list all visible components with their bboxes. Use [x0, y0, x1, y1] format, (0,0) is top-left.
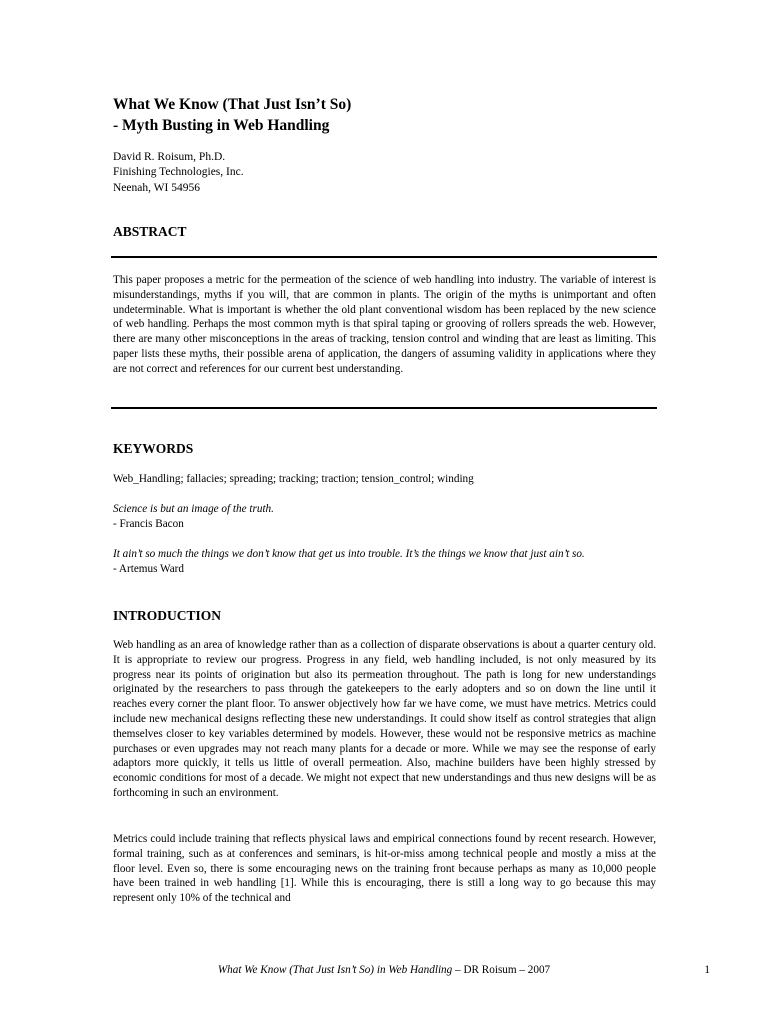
page-footer: [0, 963, 768, 978]
introduction-paragraph-2: Metrics could include training that reflects physical laws and empirical connections found by recent research. However, formal training, such as at conferences and seminars, is hit-or-miss among technical people and mostly a miss at the floor level. Even so, there is some encouraging news on the training front because perhaps as many as 10,000 people have been trained in web handling [1]. While this is encouraging, there is still a long way to go because this may represent only 10% of the technical and: [113, 833, 656, 905]
quote-1-text: Science is but an image of the truth.: [113, 503, 274, 515]
author-name: David R. Roisum, Ph.D.: [113, 151, 226, 163]
abstract-top-rule: [111, 256, 657, 258]
abstract-bottom-rule: [111, 407, 657, 409]
title-line-1: What We Know (That Just Isn’t So): [113, 96, 352, 113]
author-company: Finishing Technologies, Inc.: [113, 166, 244, 179]
paper-title: [113, 94, 673, 136]
author-address: Neenah, WI 54956: [113, 181, 200, 194]
footer-author-year: – DR Roisum – 2007: [452, 964, 551, 976]
page-number: 1: [704, 964, 710, 976]
abstract-text: This paper proposes a metric for the permeation of the science of web handling into industry. The variable of interest is misunderstandings, myths if you will, that are common in plants. The origin of the myths is unimportant and often undeterminable. What is important is whether the old plant conventional wisdom has been replaced by the new science of web handling. Perhaps the most common myth is that spiral taping or grooving of rollers spreads the web. However, there are many other misconceptions in the areas of tracking, tension control and winding that are least as limiting. This paper lists these myths, their possible arena of application, the dangers of assuming validity in applications where they are not correct and references for our current best understanding.: [113, 274, 656, 375]
keywords-text: Web_Handling; fallacies; spreading; tracking; traction; tension_control; winding: [113, 473, 474, 485]
introduction-heading: INTRODUCTION: [113, 608, 222, 623]
quote-2-text: It ain’t so much the things we don’t know that get us into trouble. It’s the things we know that just ain’t so.: [113, 548, 585, 560]
author-block: [113, 150, 613, 196]
quote-1-attribution: - Francis Bacon: [113, 518, 184, 530]
keywords-heading: KEYWORDS: [113, 441, 194, 456]
introduction-paragraph-1: Web handling as an area of knowledge rather than as a collection of disparate observations is about a quarter century old. It is appropriate to review our progress. Progress in any field, web handling included, is not only measured by its progress near its points of origination but also its permeation throughout. The path is long for new understandings originated by the researchers to pass through the gatekeepers to the early adopters and so on down the line until it reaches every corner the plant floor. To answer objectively how far we have come, we must have metrics. Metrics could include new mechanical designs reflecting these new understandings. It could show itself as control strategies that align themselves closer to key variables determined by models. However, these would not be responsive metrics as machine purchases or even upgrades may not reach many plants for a decade or more. While we may see the response of early adaptors more quickly, it tells us little of overall permeation. Also, machine builders have been highly stressed by economic conditions for most of a decade. We might not expect that new understandings and thus new designs will be as forthcoming in such an environment.: [113, 639, 656, 799]
abstract-heading: ABSTRACT: [113, 224, 187, 239]
footer-title: What We Know (That Just Isn’t So) in Web Handling: [217, 964, 453, 976]
quote-2-attribution: - Artemus Ward: [113, 563, 184, 575]
title-line-2: - Myth Busting in Web Handling: [113, 117, 330, 134]
